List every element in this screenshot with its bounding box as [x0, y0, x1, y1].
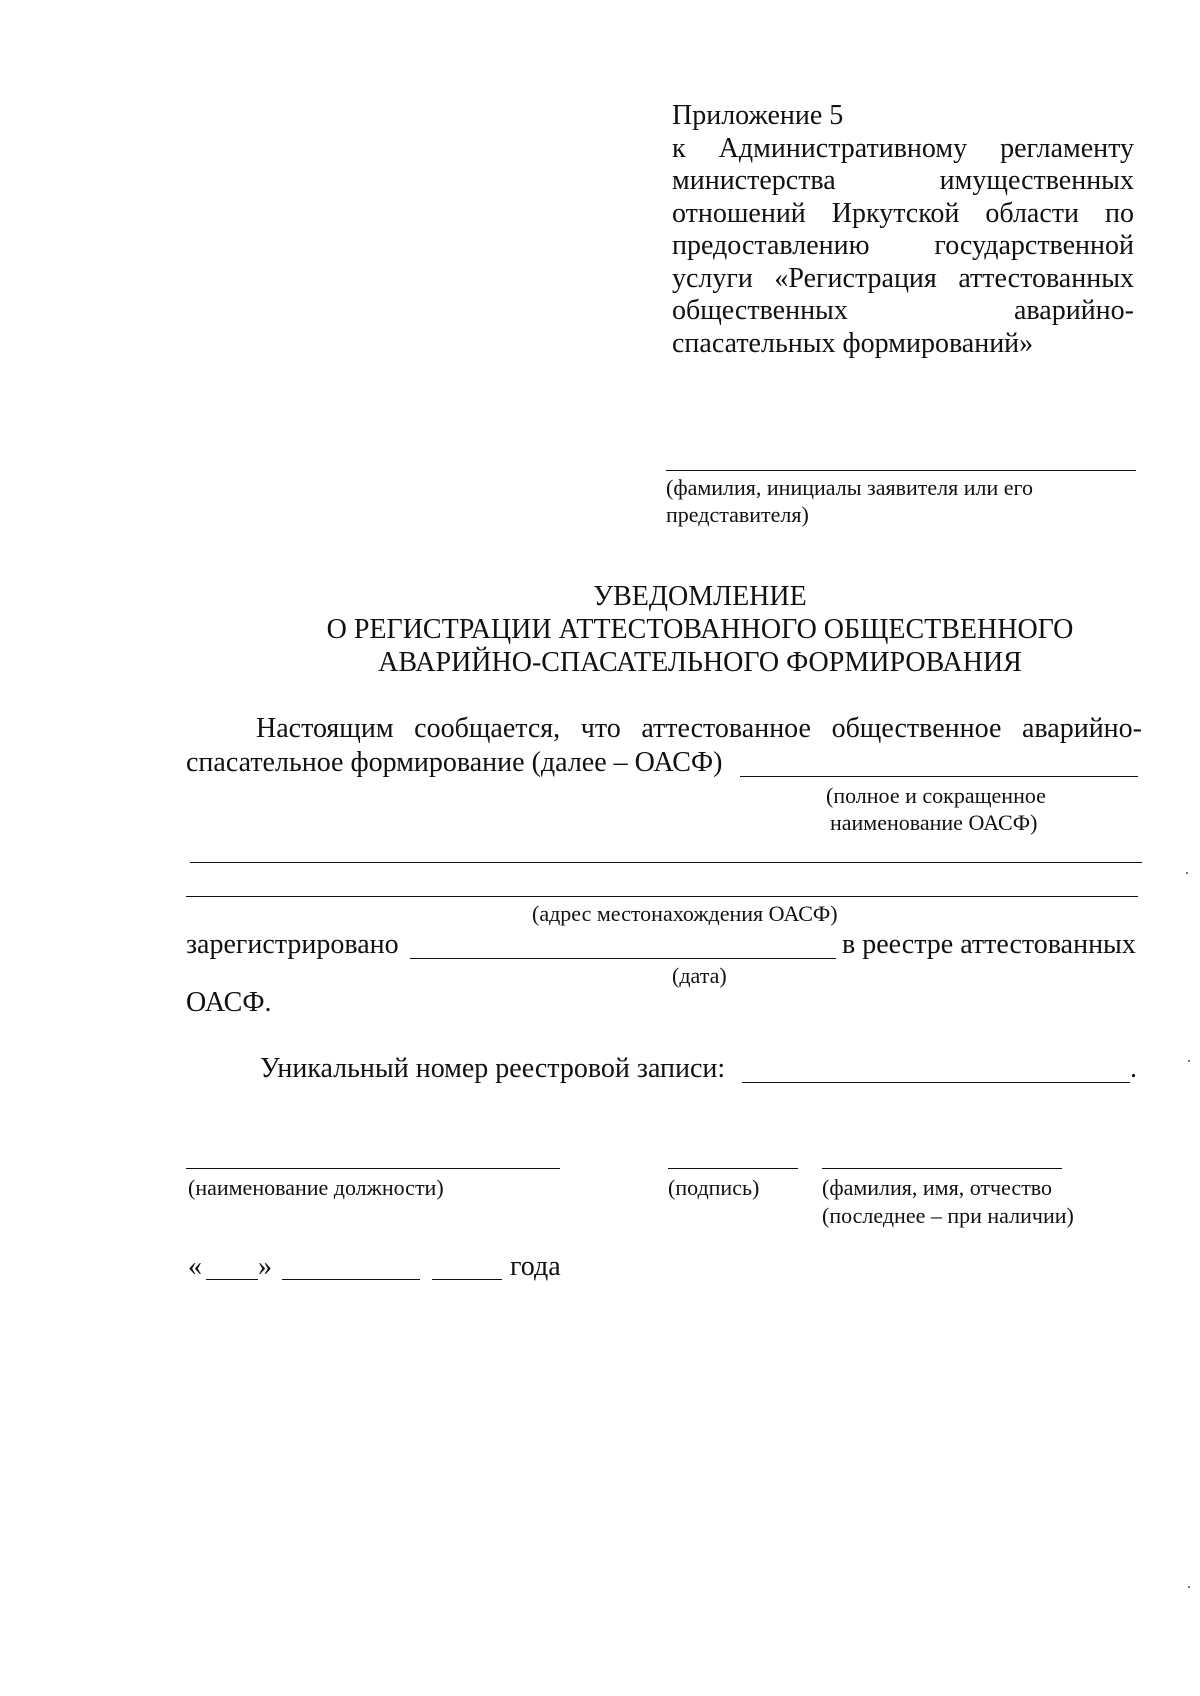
oasf-name-field[interactable]: [740, 776, 1138, 777]
appendix-line-2: к Административному регламенту: [672, 132, 1134, 164]
position-caption: (наименование должности): [188, 1175, 444, 1200]
appendix-line-6: услуги «Регистрация аттестованных: [672, 262, 1134, 294]
fio-caption-2: (последнее – при наличии): [822, 1203, 1074, 1228]
signature-field[interactable]: [668, 1168, 798, 1169]
title-line-1: УВЕДОМЛЕНИЕ: [593, 581, 807, 612]
day-field[interactable]: [206, 1279, 258, 1280]
registration-date-field[interactable]: [410, 958, 836, 959]
paragraph-line-1: Настоящим сообщается, что аттестованное общественное аварийно-: [256, 713, 1142, 744]
signature-caption: (подпись): [668, 1175, 760, 1200]
scan-speck: [1188, 1060, 1190, 1062]
scan-speck: [1188, 1586, 1190, 1588]
year-field[interactable]: [432, 1279, 502, 1280]
registered-suffix: в реестре аттестованных: [842, 929, 1136, 960]
address-line-1[interactable]: [190, 862, 1142, 863]
unique-number-period: .: [1130, 1053, 1137, 1084]
title-line-2: О РЕГИСТРАЦИИ АТТЕСТОВАННОГО ОБЩЕСТВЕННОГО: [326, 614, 1074, 645]
applicant-caption-2: представителя): [666, 502, 809, 527]
applicant-name-line[interactable]: [666, 470, 1136, 471]
paragraph-line-2: спасательное формирование (далее – ОАСФ): [186, 747, 723, 778]
fio-field[interactable]: [822, 1168, 1062, 1169]
address-caption: (адрес местонахождения ОАСФ): [532, 901, 838, 926]
address-line-2[interactable]: [186, 896, 1138, 897]
name-caption-2: наименование ОАСФ): [830, 810, 1038, 835]
title-line-3: АВАРИЙНО-СПАСАТЕЛЬНОГО ФОРМИРОВАНИЯ: [378, 647, 1022, 678]
registered-tail: ОАСФ.: [186, 987, 272, 1018]
appendix-line-3: министерства имущественных: [672, 165, 1134, 196]
name-caption-1: (полное и сокращенное: [826, 783, 1046, 808]
date-close-quote: »: [258, 1251, 272, 1282]
appendix-line-1: Приложение 5: [672, 100, 844, 131]
appendix-line-8: спасательных формирований»: [672, 327, 1034, 359]
unique-number-field[interactable]: [742, 1082, 1130, 1083]
unique-number-label: Уникальный номер реестровой записи:: [260, 1053, 726, 1084]
scan-speck: [1186, 872, 1188, 874]
appendix-line-4: отношений Иркутской области по: [672, 197, 1134, 229]
date-caption: (дата): [672, 963, 727, 988]
registered-prefix: зарегистрировано: [186, 929, 399, 960]
appendix-line-5: предоставлению государственной: [672, 230, 1134, 261]
applicant-caption-1: (фамилия, инициалы заявителя или его: [666, 475, 1033, 500]
year-word: года: [510, 1251, 561, 1282]
fio-caption-1: (фамилия, имя, отчество: [822, 1175, 1053, 1200]
appendix-block: [672, 100, 1134, 360]
date-open-quote: «: [188, 1251, 202, 1282]
month-field[interactable]: [282, 1279, 420, 1280]
appendix-line-7: общественных аварийно-: [672, 295, 1134, 326]
position-field[interactable]: [186, 1168, 560, 1169]
